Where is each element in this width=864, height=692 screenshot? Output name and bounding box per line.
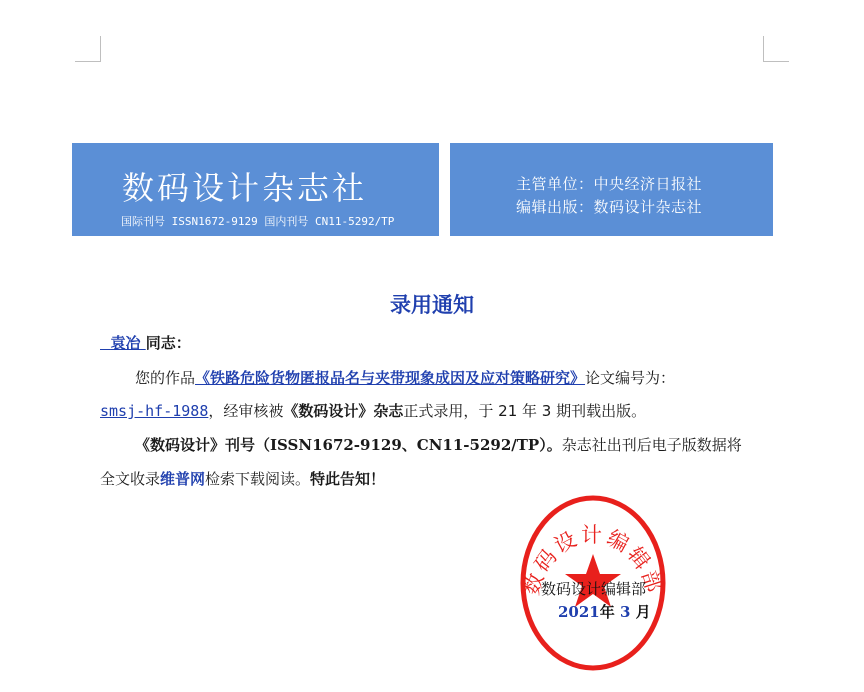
indexing-text-a: 全文收录 <box>100 470 161 488</box>
crop-mark-top-right <box>763 36 789 62</box>
paper-prefix: 您的作品 <box>135 369 196 387</box>
publication-note: 杂志社出刊后电子版数据将 <box>561 436 742 454</box>
paper-id-label: 论文编号为： <box>585 369 676 387</box>
journal-issn: 国际刊号 ISSN1672-9129 国内刊号 CN11-5292/TP <box>121 215 395 228</box>
signature-department: 数码设计编辑部 <box>541 580 647 598</box>
publisher-banner <box>450 143 773 236</box>
salutation-line <box>100 333 191 353</box>
paragraph-issn <box>135 435 742 455</box>
salutation: 同志： <box>145 334 191 352</box>
sponsor-unit: 主管单位：中央经济日报社 <box>516 175 703 193</box>
paragraph-paper <box>135 368 675 388</box>
paper-title: 《铁路危险货物匿报品名与夹带现象成因及应对策略研究》 <box>195 369 586 387</box>
paper-id: smsj-hf-1988 <box>100 402 209 420</box>
closing-statement: 特此告知！ <box>310 470 386 488</box>
signature-month: 3 <box>620 603 631 621</box>
signature-year: 2021 <box>558 603 600 621</box>
signature-date: 2021年 3 月 <box>558 603 651 621</box>
recipient-name: 袁冶 <box>110 334 141 352</box>
indexing-text-b: 检索下载阅读。 <box>205 470 311 488</box>
publisher-unit: 编辑出版：数码设计杂志社 <box>516 198 703 216</box>
database-name: 维普网 <box>160 470 206 488</box>
acceptance-text-b: 正式录用，于 21 年 3 期刊载出版。 <box>403 402 647 420</box>
journal-ref: 《数码设计》杂志 <box>283 402 404 420</box>
journal-issn-statement: 《数码设计》刊号（ISSN1672-9129、CN11-5292/TP）。 <box>135 436 562 454</box>
svg-text:数码设计编辑部: 数码设计编辑部 <box>519 523 667 598</box>
journal-banner <box>72 143 439 236</box>
crop-mark-top-left <box>75 36 101 62</box>
paragraph-indexing <box>100 469 385 489</box>
paragraph-acceptance <box>100 401 646 421</box>
acceptance-text-a: ，经审核被 <box>208 402 284 420</box>
notice-title: 录用通知 <box>390 292 474 317</box>
journal-name: 数码设计杂志社 <box>122 169 368 207</box>
